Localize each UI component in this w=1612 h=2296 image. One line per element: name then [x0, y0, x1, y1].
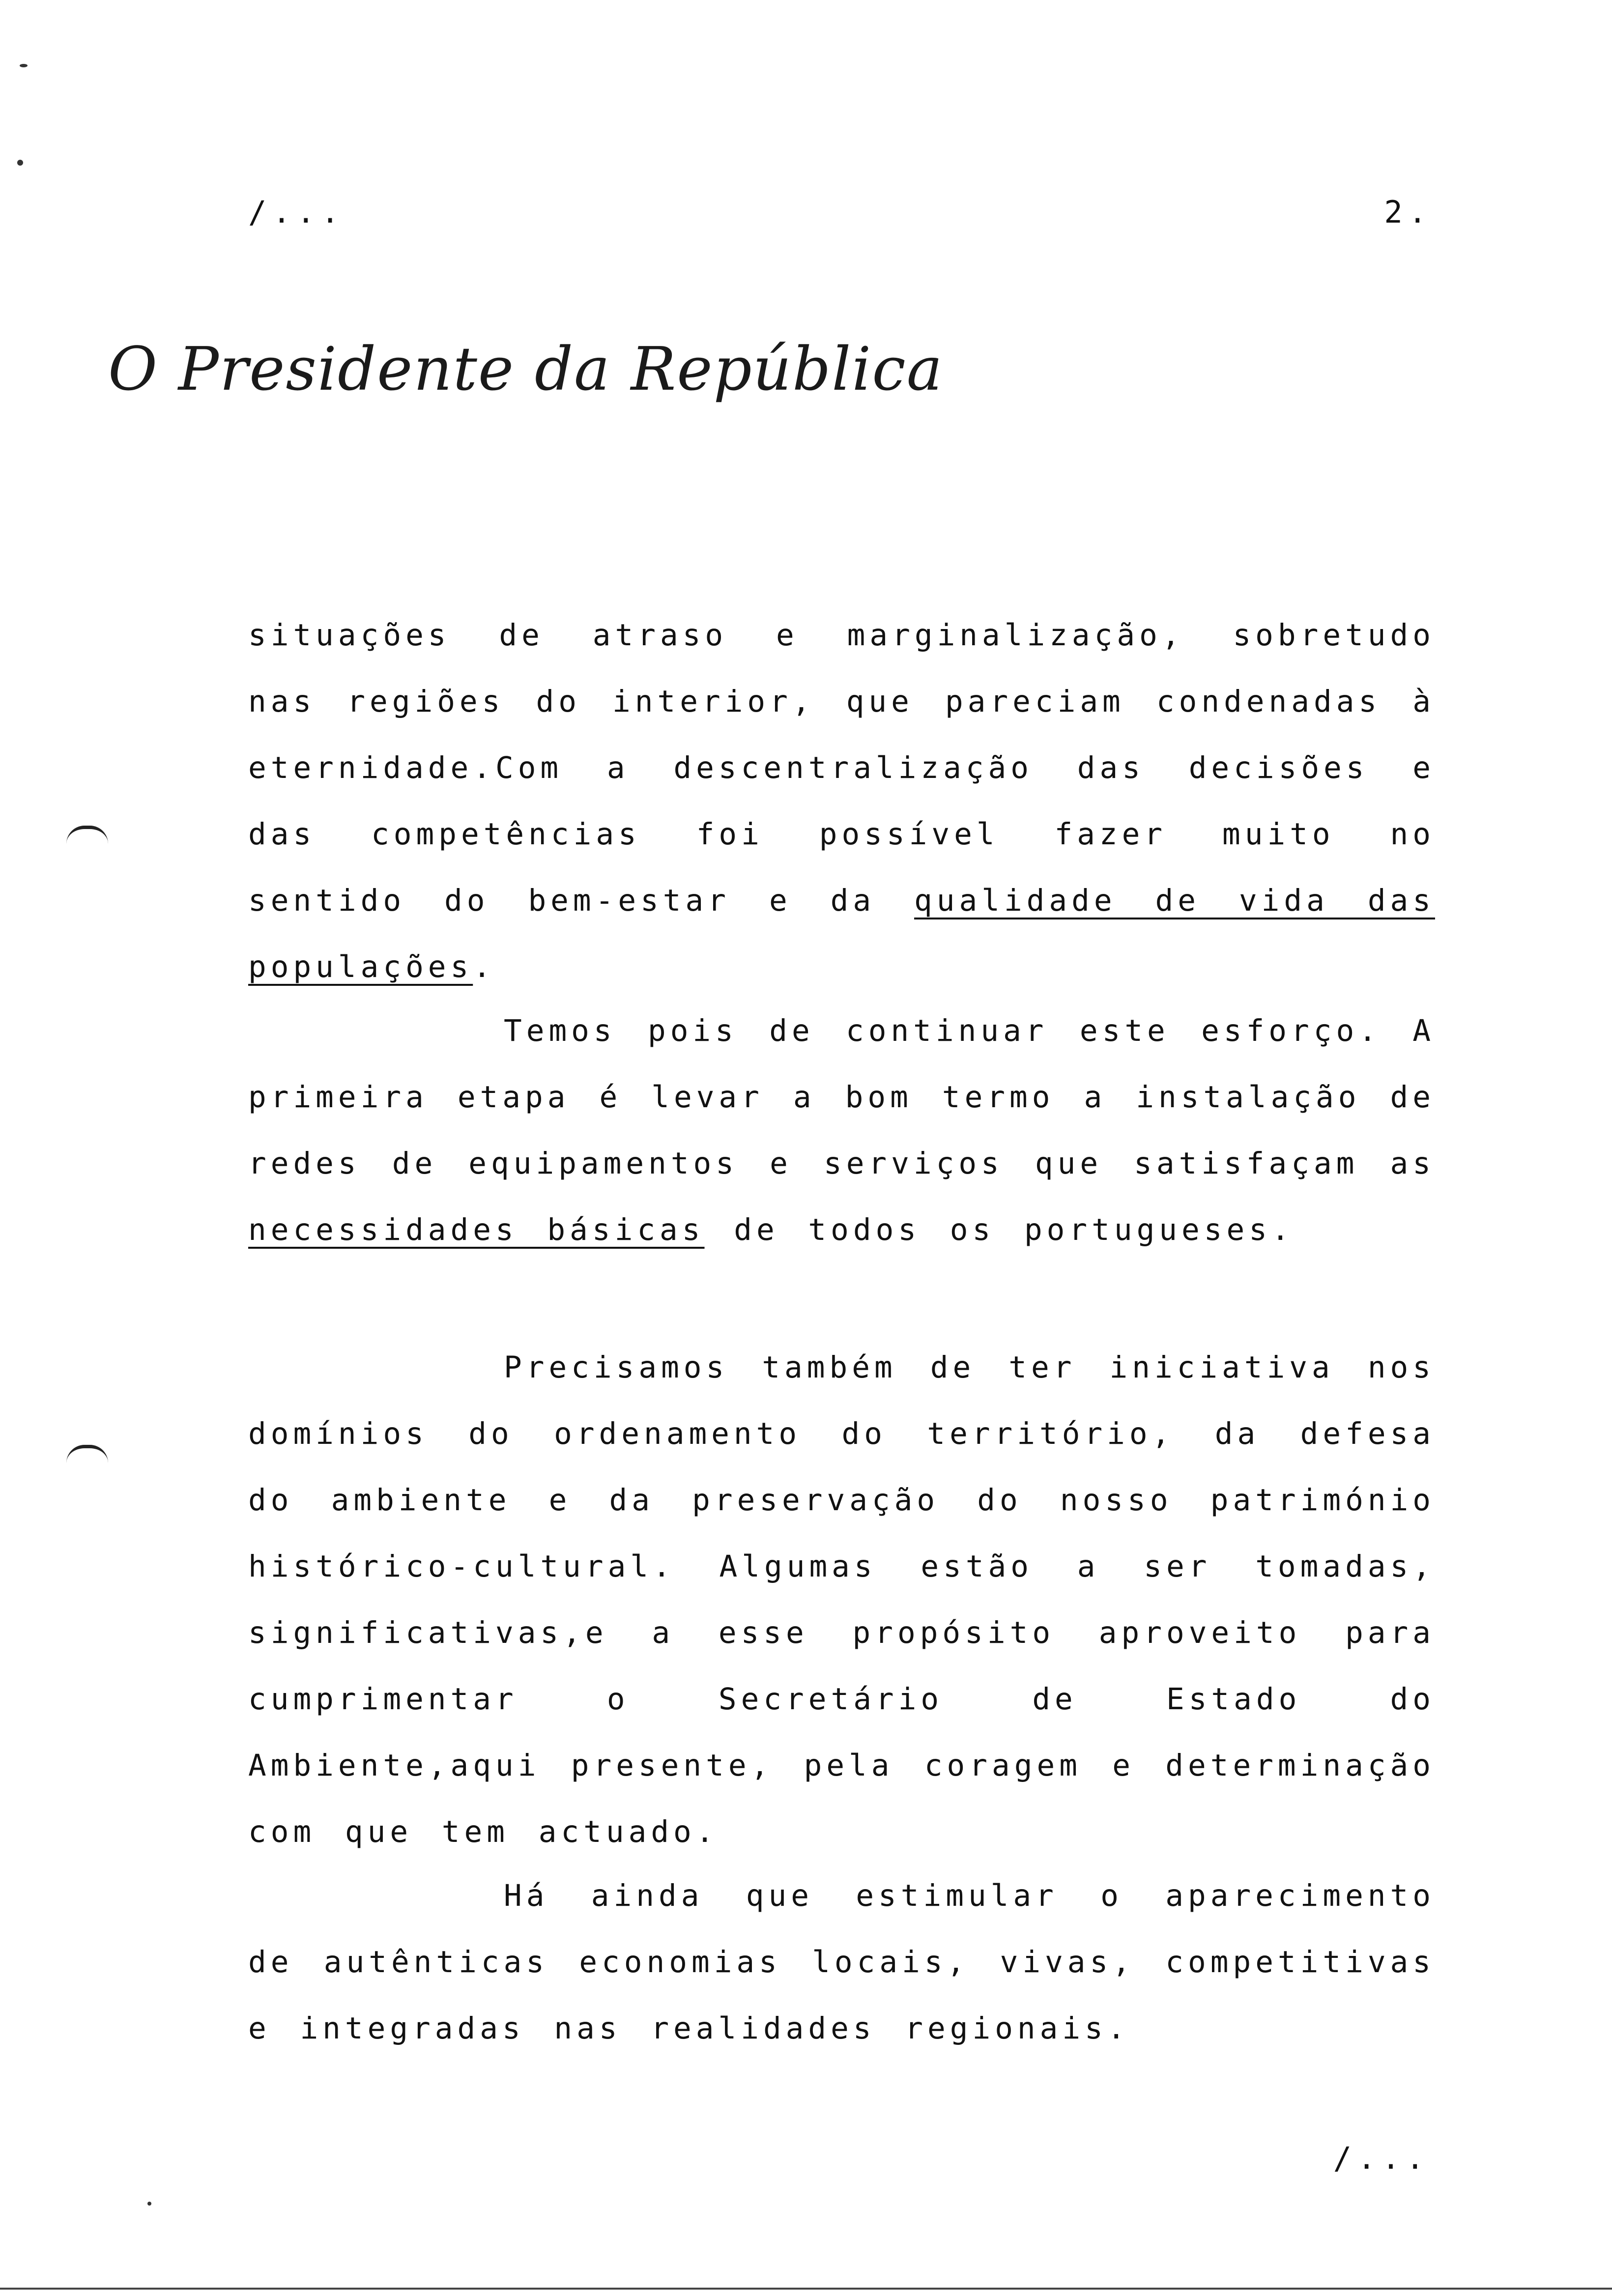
- paragraph-1-text: situações de atraso e marginalização, sobretudo nas regiões do interior, que pareciam condenadas à eternidade.Com a descentralização das decisões e das competências foi possível fazer muito no sentido do bem-estar e da: [248, 618, 1435, 918]
- scan-speck: [17, 160, 23, 166]
- paragraph-4: [248, 1863, 1435, 2062]
- underlined-phrase-basic-needs: necessidades básicas: [248, 1212, 705, 1247]
- paragraph-2-end: de todos os portugueses.: [704, 1212, 1294, 1247]
- paragraph-1: [248, 602, 1435, 1000]
- scan-speck: [147, 2202, 151, 2206]
- paragraph-2: [248, 998, 1435, 1263]
- scan-speck: [20, 64, 28, 67]
- paragraph-2-text: Temos pois de continuar este esforço. A primeira etapa é levar a bom termo a instalação de redes de equipamentos e serviços que satisfaçam as: [248, 1013, 1435, 1181]
- paragraph-3: [248, 1334, 1435, 1865]
- page-number: 2.: [1384, 194, 1433, 230]
- scan-edge-line: [0, 2288, 1612, 2290]
- continuation-marker-bottom: /...: [1333, 2140, 1430, 2176]
- hole-punch-mark-1: [66, 826, 108, 844]
- paragraph-1-end: .: [473, 949, 495, 984]
- paragraph-3-text: Precisamos também de ter iniciativa nos domínios do ordenamento do território, da defesa do ambiente e da preservação do nosso património histórico-cultural. Algumas estão a ser tomadas, significativas,e a esse propósito aproveito para cumprimentar o Secretário de Estado do Ambiente,aqui presente, pela coragem e determinação com que tem actuado.: [248, 1350, 1435, 1849]
- letterhead: O Presidente da República: [108, 334, 944, 404]
- paragraph-4-text: Há ainda que estimular o aparecimento de autênticas economias locais, vivas, competitivas e integradas nas realidades regionais.: [248, 1878, 1435, 2046]
- continuation-marker-top: /...: [248, 194, 345, 230]
- underlined-phrase-quality-of-life: qualidade de vida das populações: [248, 883, 1435, 984]
- hole-punch-mark-2: [66, 1445, 108, 1463]
